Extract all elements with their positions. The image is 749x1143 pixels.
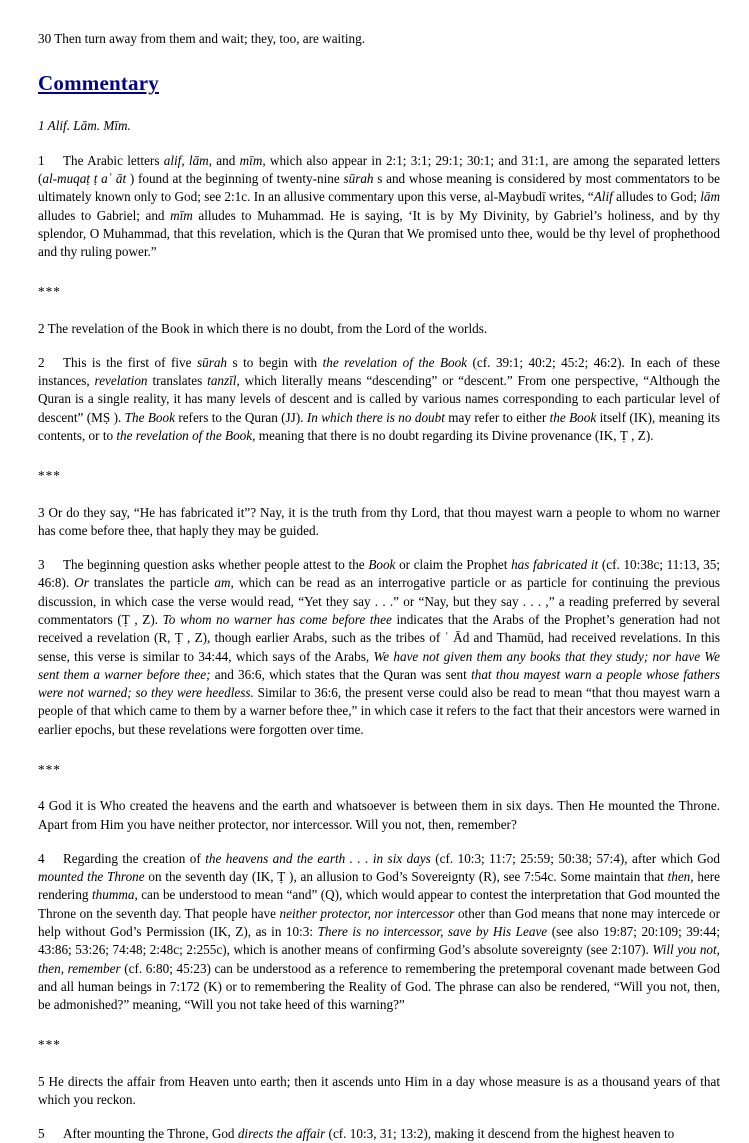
- spacer: [38, 1014, 719, 1036]
- italic-run: revelation: [94, 373, 148, 389]
- text-run: can be understood to mean “and” (Q), which would appear to contest the interpretation that God mounted the Throne on the seventh day. That people have: [38, 887, 720, 921]
- commentary-paragraph-2: [38, 354, 720, 445]
- commentary-paragraph-3: [38, 556, 720, 739]
- italic-run: Book: [368, 557, 396, 573]
- verse-line-5: 5 He directs the affair from Heaven unto earth; then it ascends unto Him in a day whose measure is as a thousand years of that which you reckon.: [38, 1073, 720, 1107]
- commentary-paragraph-1: [38, 152, 720, 262]
- text-run: which also appear in 2:1; 3:1; 29:1; 30:1; and 31:1, are among the separated letters (: [38, 152, 720, 186]
- italic-run: alif, lām,: [163, 152, 212, 168]
- text-run: which can be read as an interrogative particle or as particle for continuing the previous discussion, in which case the verse would read, “Yet they say . . .” or “Nay, but they say . . . ,” a reading preferred by several commentators (Ṭ , Z).: [38, 575, 721, 627]
- lemma-verse-1: 1 Alif. Lām. Mīm.: [38, 118, 131, 134]
- italic-run: the heavens and the earth . . . in six days: [205, 850, 431, 866]
- italic-run: has fabricated it: [511, 557, 599, 573]
- spacer: [38, 338, 719, 354]
- text-run: translates: [147, 373, 208, 389]
- commentary-paragraph-4: [38, 850, 720, 1015]
- italic-run: mīm: [170, 207, 193, 223]
- text-run: which literally means “descending” or “descent.” From one perspective, “Although the Quran is a single reality, it has many levels of descent and is called by various names corresponding to each particular level of descent” (MṢ ).: [38, 373, 720, 425]
- text-run: s and whose meaning is considered by most commentators to be ultimately known only to God; see 2:1c. In an allusive commentary upon this verse, al-Maybudī writes, “: [38, 170, 720, 205]
- text-run: alludes to Muhammad. He is saying, ‘It is by My Divinity, by Gabriel’s holiness, and by thy splendor, O Muhammad, that this revelation, which is the Quran that We promised unto thee, would be thy level of prophethood and thy ruling power.”: [38, 207, 720, 260]
- spacer: [38, 302, 719, 320]
- italic-run: that thou mayest warn a people whose fathers were not warned; so they were heedless.: [38, 666, 720, 701]
- spacer: [38, 1109, 719, 1125]
- commentary-number: 1: [38, 152, 45, 168]
- italic-run: directs the affair: [237, 1126, 326, 1142]
- text-run: indicates that the Arabs of the Prophet’s generation had not received a revelation (R, Ṭ , Z), though earlier Arabs, such as the tribes of ʿ Ād and Thamūd, had received revelations. In this sense, this verse is similar to 34:44, which says of the Arabs,: [38, 612, 720, 664]
- italic-run: To whom no warner has come before thee: [162, 612, 392, 627]
- text-run: The Arabic letters: [63, 152, 164, 168]
- text-run: meaning that there is no doubt regarding its Divine provenance (IK, Ṭ , Z).: [255, 428, 654, 444]
- text-run: (cf. 10:3, 31; 13:2), making it descend from the highest heaven to: [325, 1126, 675, 1142]
- section-divider-1: ***: [38, 284, 61, 300]
- spacer: [38, 834, 719, 850]
- spacer: [38, 261, 719, 283]
- verse-line-3: 3 Or do they say, “He has fabricated it”? Nay, it is the truth from thy Lord, that thou mayest warn a people to whom no warner has come before thee, that haply they may be guided.: [38, 504, 720, 538]
- italic-run: mīm,: [239, 152, 266, 168]
- text-run: alludes to God;: [612, 189, 701, 205]
- text-run: and 36:6, which states that the Quran was sent: [210, 666, 472, 682]
- italic-run: tanzīl,: [207, 373, 240, 389]
- spacer: [38, 136, 719, 152]
- text-run: (cf. 6:80; 45:23) can be understood as a reference to remembering the pretemporal covenant made between God and all human beings in 7:172 (K) or to remembering the Reality of God. The phrase can also be rendered, “Will you not, then, be admonished?” meaning, “Will you not take heed of this warning?”: [38, 960, 720, 1013]
- commentary-paragraph-5: [38, 1125, 720, 1143]
- text-run: (see also 19:87; 20:109; 39:44; 43:86; 53:26; 74:48; 2:48c; 2:255c), which is another means of confirming God’s absolute sovereignty (see 2:107).: [38, 923, 720, 958]
- section-divider-2: ***: [38, 468, 61, 484]
- italic-run: the revelation of the Book: [322, 354, 468, 370]
- text-run: refers to the Quran (JJ).: [174, 409, 307, 425]
- spacer: [38, 779, 719, 797]
- italic-run: Alif: [593, 189, 613, 205]
- italic-run: Or: [74, 575, 89, 591]
- commentary-number: 2: [38, 354, 45, 370]
- italic-run: In which there is no doubt: [306, 409, 445, 425]
- section-divider-3: ***: [38, 761, 61, 777]
- text-run: (cf. 10:38c; 11:13, 35; 46:8).: [38, 557, 721, 591]
- italic-run: There is no intercessor, save by His Leave: [317, 923, 548, 939]
- spacer: [38, 486, 719, 504]
- text-run: may refer to either: [444, 409, 550, 425]
- section-divider-4: ***: [38, 1037, 61, 1053]
- text-run: (cf. 39:1; 40:2; 45:2; 46:2). In each of these instances,: [38, 354, 720, 389]
- italic-run: mounted the Throne: [38, 869, 145, 885]
- verse-line-30: 30 Then turn away from them and wait; they, too, are waiting.: [38, 31, 366, 46]
- text-run: ) found at the beginning of twenty-nine: [126, 170, 344, 186]
- spacer: [38, 540, 719, 556]
- italic-run: al-muqaṭ ṭ aʿ āt: [42, 170, 127, 186]
- text-run: (cf. 10:3; 11:7; 25:59; 50:38; 57:4), after which God: [430, 850, 720, 866]
- text-run: itself (IK), meaning its contents, or to: [38, 409, 720, 444]
- text-run: translates the particle: [88, 575, 215, 591]
- text-run: and: [212, 152, 240, 168]
- text-run: After mounting the Throne, God: [63, 1126, 238, 1142]
- spacer: [38, 739, 719, 761]
- text-run: Regarding the creation of: [63, 850, 206, 866]
- italic-run: sūrah: [196, 354, 228, 370]
- spacer: [38, 48, 719, 72]
- text-run: alludes to Gabriel; and: [38, 207, 171, 223]
- text-run: on the seventh day (IK, Ṭ ), an allusion to God’s Sovereignty (R), see 7:54c. Some maintain that: [144, 869, 668, 885]
- italic-run: Will you not, then, remember: [38, 942, 720, 976]
- spacer: [38, 95, 719, 117]
- italic-run: am,: [214, 575, 234, 591]
- italic-run: sūrah: [343, 170, 374, 186]
- italic-run: the revelation of the Book,: [116, 428, 256, 444]
- italic-run: thumma,: [91, 887, 138, 903]
- italic-run: We have not given them any books that they study; nor have We sent them a warner before thee;: [38, 648, 720, 682]
- text-run: The beginning question asks whether people attest to the: [63, 557, 369, 573]
- commentary-number: 5: [38, 1126, 45, 1142]
- text-run: other than God means that none may intercede or help without God’s Permission (IK, Z), as in 10:3:: [38, 905, 720, 939]
- text-run: or claim the Prophet: [395, 557, 512, 573]
- italic-run: then,: [667, 869, 694, 885]
- italic-run: The Book: [124, 409, 175, 425]
- commentary-number: 3: [38, 557, 45, 573]
- page-title-commentary: Commentary: [38, 71, 159, 96]
- verse-line-4: 4 God it is Who created the heavens and the earth and whatsoever is between them in six days. Then He mounted the Throne. Apart from Him you have neither protector, nor intercessor. Will you not, then, remember?: [38, 798, 720, 832]
- text-run: s to begin with: [227, 354, 323, 370]
- text-run: This is the first of five: [63, 354, 197, 370]
- spacer: [38, 445, 719, 467]
- commentary-number: 4: [38, 850, 45, 866]
- spacer: [38, 1055, 719, 1073]
- italic-run: the Book: [549, 409, 597, 425]
- text-run: here rendering: [38, 869, 721, 903]
- italic-run: lām: [700, 189, 720, 205]
- verse-line-2: 2 The revelation of the Book in which there is no doubt, from the Lord of the worlds.: [38, 320, 488, 336]
- italic-run: neither protector, nor intercessor: [279, 905, 455, 921]
- text-run: Similar to 36:6, the present verse could also be read to mean “that thou mayest warn a people of that which came to them by a warner before thee,” in which case it refers to the fact that their ancestors were warned in earlier epochs, but these revelations were forgotten over time.: [38, 685, 720, 737]
